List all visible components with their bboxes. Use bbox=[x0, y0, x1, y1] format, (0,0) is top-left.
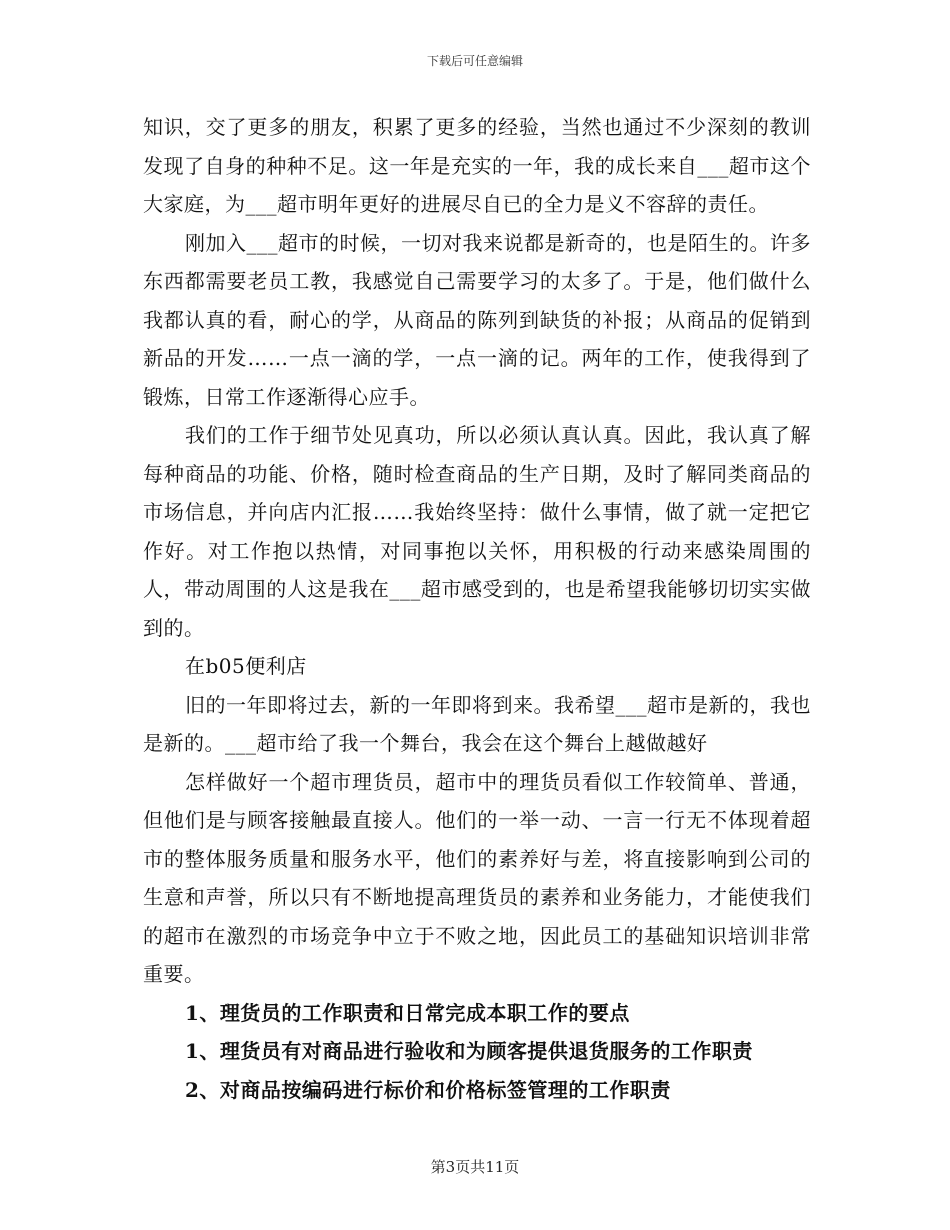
section-heading-pricing: 2、对商品按编码进行标价和价格标签管理的工作职责 bbox=[185, 1077, 671, 1102]
section-heading-inspection: 1、理货员有对商品进行验收和为顾客提供退货服务的工作职责 bbox=[185, 1039, 753, 1063]
page-header-note: 下载后可任意编辑 bbox=[426, 54, 523, 68]
paragraph-continuation: 知识，交了更多的朋友，积累了更多的经验，当然也通过不少深刻的教训发现了自身的种种不足。这一年是充实的一年，我的成长来自___超市这个大家庭，为___超市明年更好的进展尽自已的全力是义不容辞的责任。 bbox=[143, 115, 811, 216]
paragraph-new-year: 旧的一年即将过去，新的一年即将到来。我希望___超市是新的，我也是新的。___超市给了我一个舞台，我会在这个舞台上越做越好 bbox=[143, 692, 811, 755]
paragraph-joining-supermarket: 刚加入___超市的时候，一切对我来说都是新奇的，也是陌生的。许多东西都需要老员工教，我感觉自己需要学习的太多了。于是，他们做什么我都认真的看，耐心的学，从商品的陈列到缺货的补报；从商品的促销到新品的开发……一点一滴的学，一点一滴的记。两年的工作，使我得到了锻炼，日常工作逐渐得心应手。 bbox=[143, 230, 811, 409]
paragraph-stocker-intro: 怎样做好一个超市理货员，超市中的理货员看似工作较简单、普通，但他们是与顾客接触最直接人。他们的一举一动、一言一行无不体现着超市的整体服务质量和服务水平，他们的素养好与差，将直接影响到公司的生意和声誉，所以只有不断地提高理货员的素养和业务能力，才能使我们的超市在激烈的市场竞争中立于不败之地，因此员工的基础知识培训非常重要。 bbox=[143, 769, 811, 986]
document-body bbox=[143, 108, 811, 1109]
page-number: 第3页共11页 bbox=[430, 1158, 520, 1176]
paragraph-store-name: 在b05便利店 bbox=[185, 654, 307, 678]
paragraph-work-details: 我们的工作于细节处见真功，所以必须认真认真。因此，我认真了解每种商品的功能、价格，随时检查商品的生产日期，及时了解同类商品的市场信息，并向店内汇报……我始终坚持：做什么事情，做了就一定把它作好。对工作抱以热情，对同事抱以关怀，用积极的行动来感染周围的人，带动周围的人这是我在___超市感受到的，也是希望我能够切切实实做到的。 bbox=[143, 423, 811, 640]
section-heading-duties: 1、理货员的工作职责和日常完成本职工作的要点 bbox=[185, 1000, 630, 1025]
